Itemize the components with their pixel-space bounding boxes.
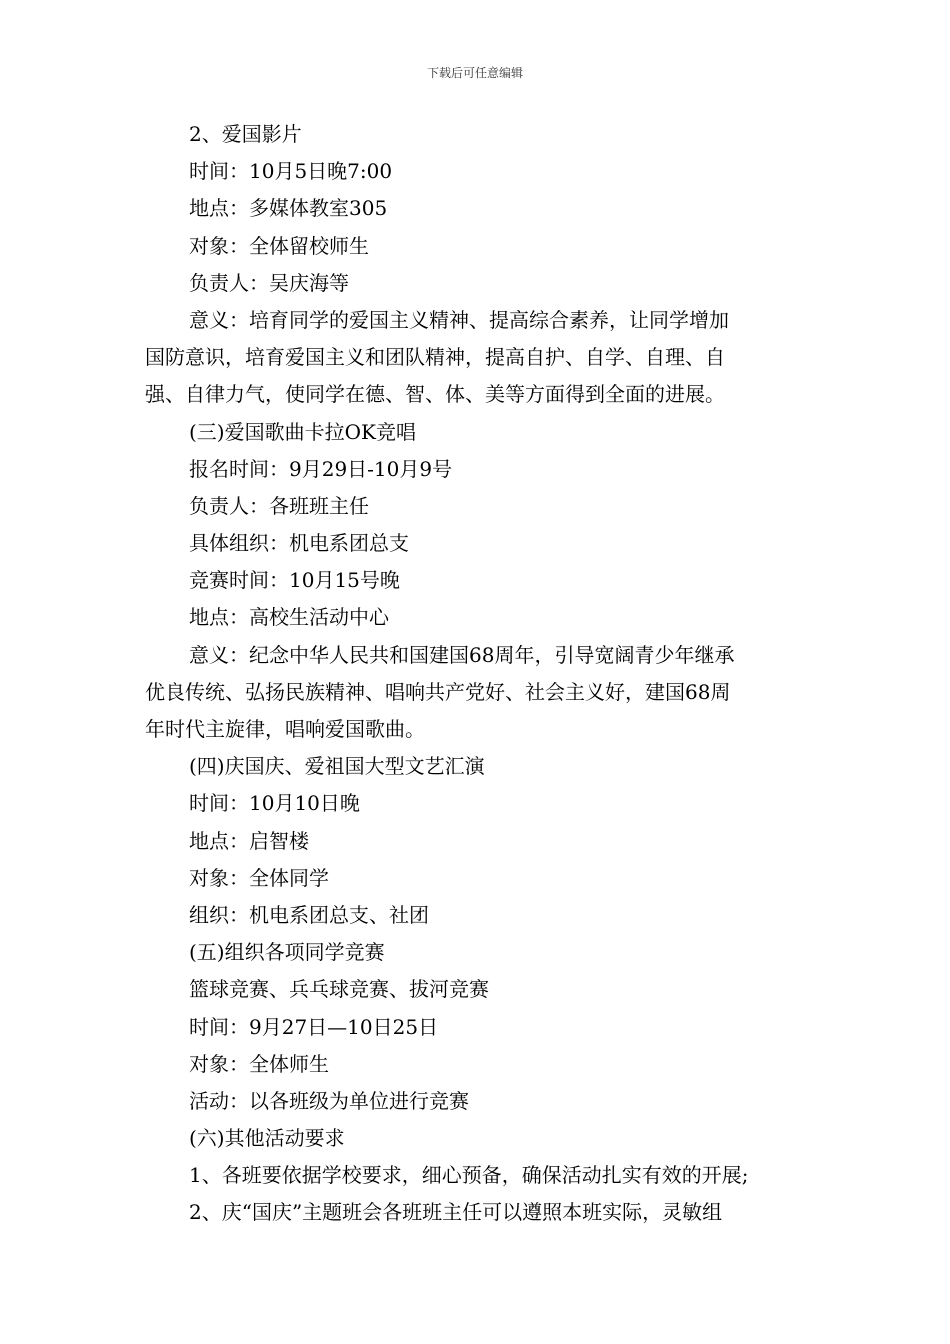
paragraph-line: 年时代主旋律，唱响爱国歌曲。: [145, 717, 425, 741]
text-line: 2、庆“国庆”主题班会各班班主任可以遵照本班实际，灵敏组: [189, 1200, 723, 1225]
text-line: 负责人：吴庆海等: [189, 270, 349, 295]
section-heading: (四)庆国庆、爱祖国大型文艺汇演: [189, 754, 485, 779]
text-line: 1、各班要依据学校要求，细心预备，确保活动扎实有效的开展;: [189, 1163, 749, 1188]
text-line: 时间：10月5日晚7:00: [189, 159, 393, 184]
text-line: 对象：全体留校师生: [189, 233, 369, 258]
paragraph-line: 国防意识，培育爱国主义和团队精神，提高自护、自学、自理、自: [145, 345, 725, 370]
text-line: 时间：9月27日—10日25日: [189, 1014, 439, 1039]
text-line: 具体组织：机电系团总支: [189, 531, 409, 556]
paragraph-line: 优良传统、弘扬民族精神、唱响共产党好、社会主义好，建国68周: [145, 679, 731, 704]
text-line: 2、爱国影片: [189, 122, 302, 146]
text-line: 报名时间：9月29日-10月9号: [189, 456, 453, 481]
text-line: 时间：10月10日晚: [189, 791, 360, 816]
text-line: 地点：高校生活动中心: [189, 605, 389, 630]
text-line: 竞赛时间：10月15号晚: [189, 568, 400, 593]
text-line: 地点：多媒体教室305: [189, 196, 388, 221]
text-line: 活动：以各班级为单位进行竞赛: [189, 1088, 469, 1113]
section-heading: (三)爱国歌曲卡拉OK竞唱: [189, 419, 416, 444]
text-line: 对象：全体同学: [189, 865, 329, 890]
page-header: 下载后可任意编辑: [426, 66, 523, 80]
text-line: 负责人：各班班主任: [189, 493, 369, 518]
text-line: 对象：全体师生: [189, 1051, 329, 1076]
paragraph-line: 意义：培育同学的爱国主义精神、提高综合素养，让同学增加: [189, 307, 729, 332]
paragraph-line: 强、自律力气，使同学在德、智、体、美等方面得到全面的进展。: [145, 382, 725, 407]
section-heading: (五)组织各项同学竞赛: [189, 940, 385, 965]
text-line: 组织：机电系团总支、社团: [189, 902, 429, 927]
text-line: 篮球竞赛、兵乓球竞赛、拔河竞赛: [189, 977, 489, 1002]
section-heading: (六)其他活动要求: [189, 1126, 345, 1151]
paragraph-line: 意义：纪念中华人民共和国建国68周年，引导宽阔青少年继承: [189, 642, 735, 667]
text-line: 地点：启智楼: [189, 828, 309, 853]
document-body: [145, 116, 809, 1232]
